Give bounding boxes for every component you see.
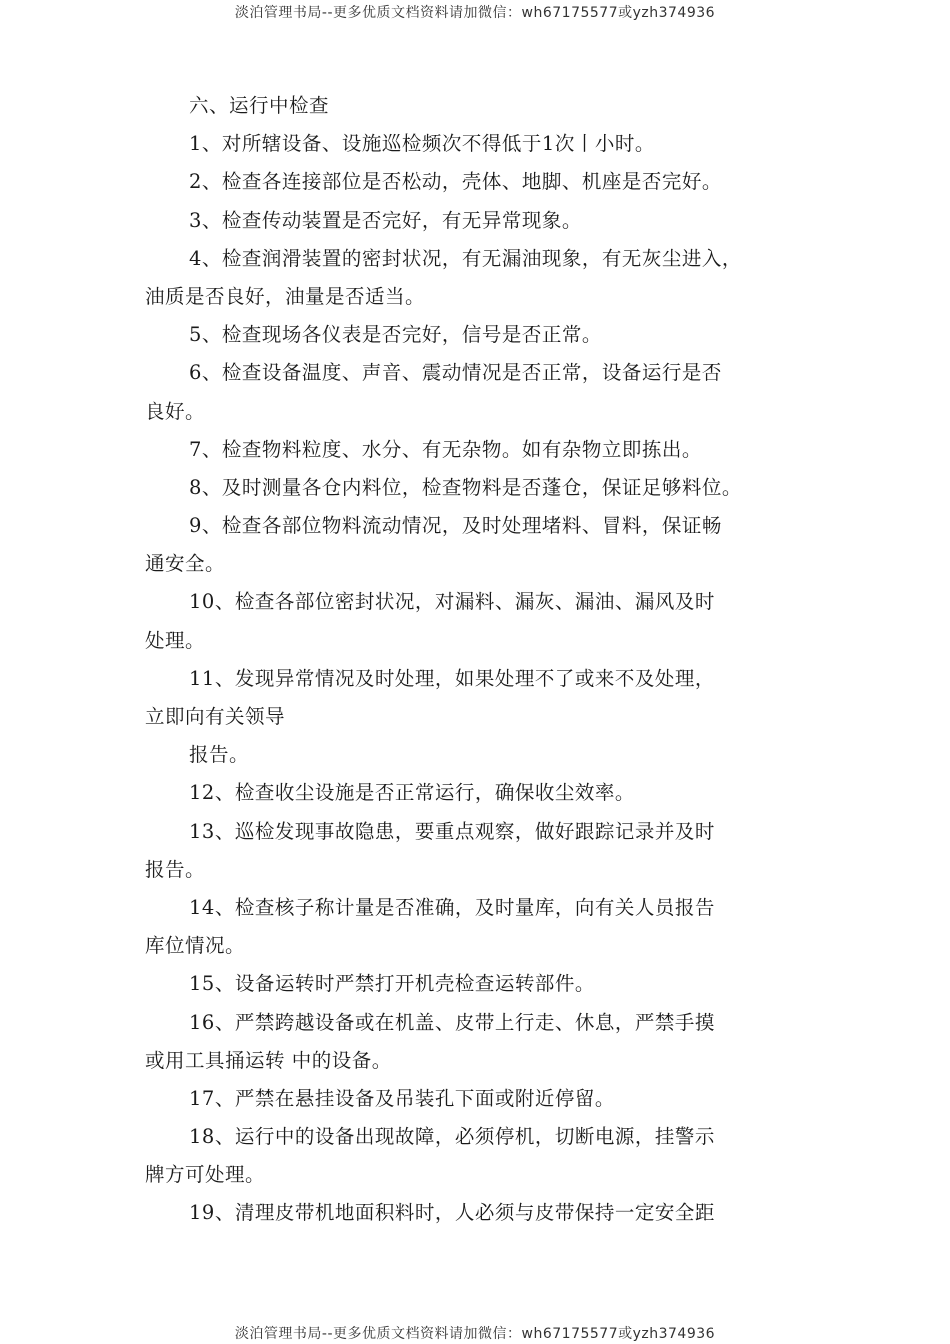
text-line: 19、清理皮带机地面积料时，人必须与皮带保持一定安全距 (189, 1201, 715, 1225)
text-line: 16、严禁跨越设备或在机盖、皮带上行走、休息，严禁手摸 (189, 1010, 715, 1034)
text-line: 3、检查传动装置是否完好，有无异常现象。 (189, 208, 582, 232)
text-line: 18、运行中的设备出现故障，必须停机，切断电源，挂警示 (189, 1125, 715, 1149)
text-line: 或用工具捅运转 中的设备。 (145, 1048, 392, 1072)
text-line: 11、发现异常情况及时处理，如果处理不了或来不及处理， (189, 666, 715, 690)
document-lines (145, 125, 825, 1232)
header-watermark: 淡泊管理书局--更多优质文档资料请加微信：wh67175577或yzh374936 (234, 5, 716, 21)
text-line: 1、对所辖设备、设施巡检频次不得低于1次丨小时。 (189, 132, 655, 156)
text-line: 油质是否良好，油量是否适当。 (145, 284, 426, 308)
text-line: 14、检查核子称计量是否准确，及时量库，向有关人员报告 (189, 895, 715, 919)
text-line: 5、检查现场各仪表是否完好，信号是否正常。 (189, 323, 602, 347)
text-line: 报告。 (145, 857, 206, 881)
text-line: 7、检查物料粒度、水分、有无杂物。如有杂物立即拣出。 (189, 437, 702, 461)
text-line: 2、检查各连接部位是否松动，壳体、地脚、机座是否完好。 (189, 170, 722, 194)
text-line: 通安全。 (145, 552, 226, 576)
footer-watermark: 淡泊管理书局--更多优质文档资料请加微信：wh67175577或yzh374936 (234, 1326, 716, 1342)
text-line: 库位情况。 (145, 934, 246, 958)
text-line: 12、检查收尘设施是否正常运行，确保收尘效率。 (189, 781, 635, 805)
text-line: 报告。 (189, 743, 250, 767)
text-line: 4、检查润滑装置的密封状况，有无漏油现象，有无灰尘进入， (189, 246, 742, 270)
text-line: 6、检查设备温度、声音、震动情况是否正常，设备运行是否 (189, 361, 722, 385)
text-line: 15、设备运转时严禁打开机壳检查运转部件。 (189, 972, 595, 996)
text-line: 9、检查各部位物料流动情况，及时处理堵料、冒料，保证畅 (189, 514, 722, 538)
text-line: 牌方可处理。 (145, 1163, 266, 1187)
text-line: 良好。 (145, 399, 206, 423)
text-line: 立即向有关领导 (145, 705, 286, 728)
text-line: 10、检查各部位密封状况，对漏料、漏灰、漏油、漏风及时 (189, 590, 715, 614)
text-line: 17、严禁在悬挂设备及吊装孔下面或附近停留。 (189, 1086, 615, 1110)
text-line: 13、巡检发现事故隐患，要重点观察，做好跟踪记录并及时 (189, 819, 715, 843)
document-body (145, 87, 825, 1233)
section-heading: 六、运行中检查 (189, 94, 330, 117)
text-line: 8、及时测量各仓内料位，检查物料是否蓬仓，保证足够料位。 (189, 475, 742, 499)
text-line: 处理。 (145, 628, 206, 652)
